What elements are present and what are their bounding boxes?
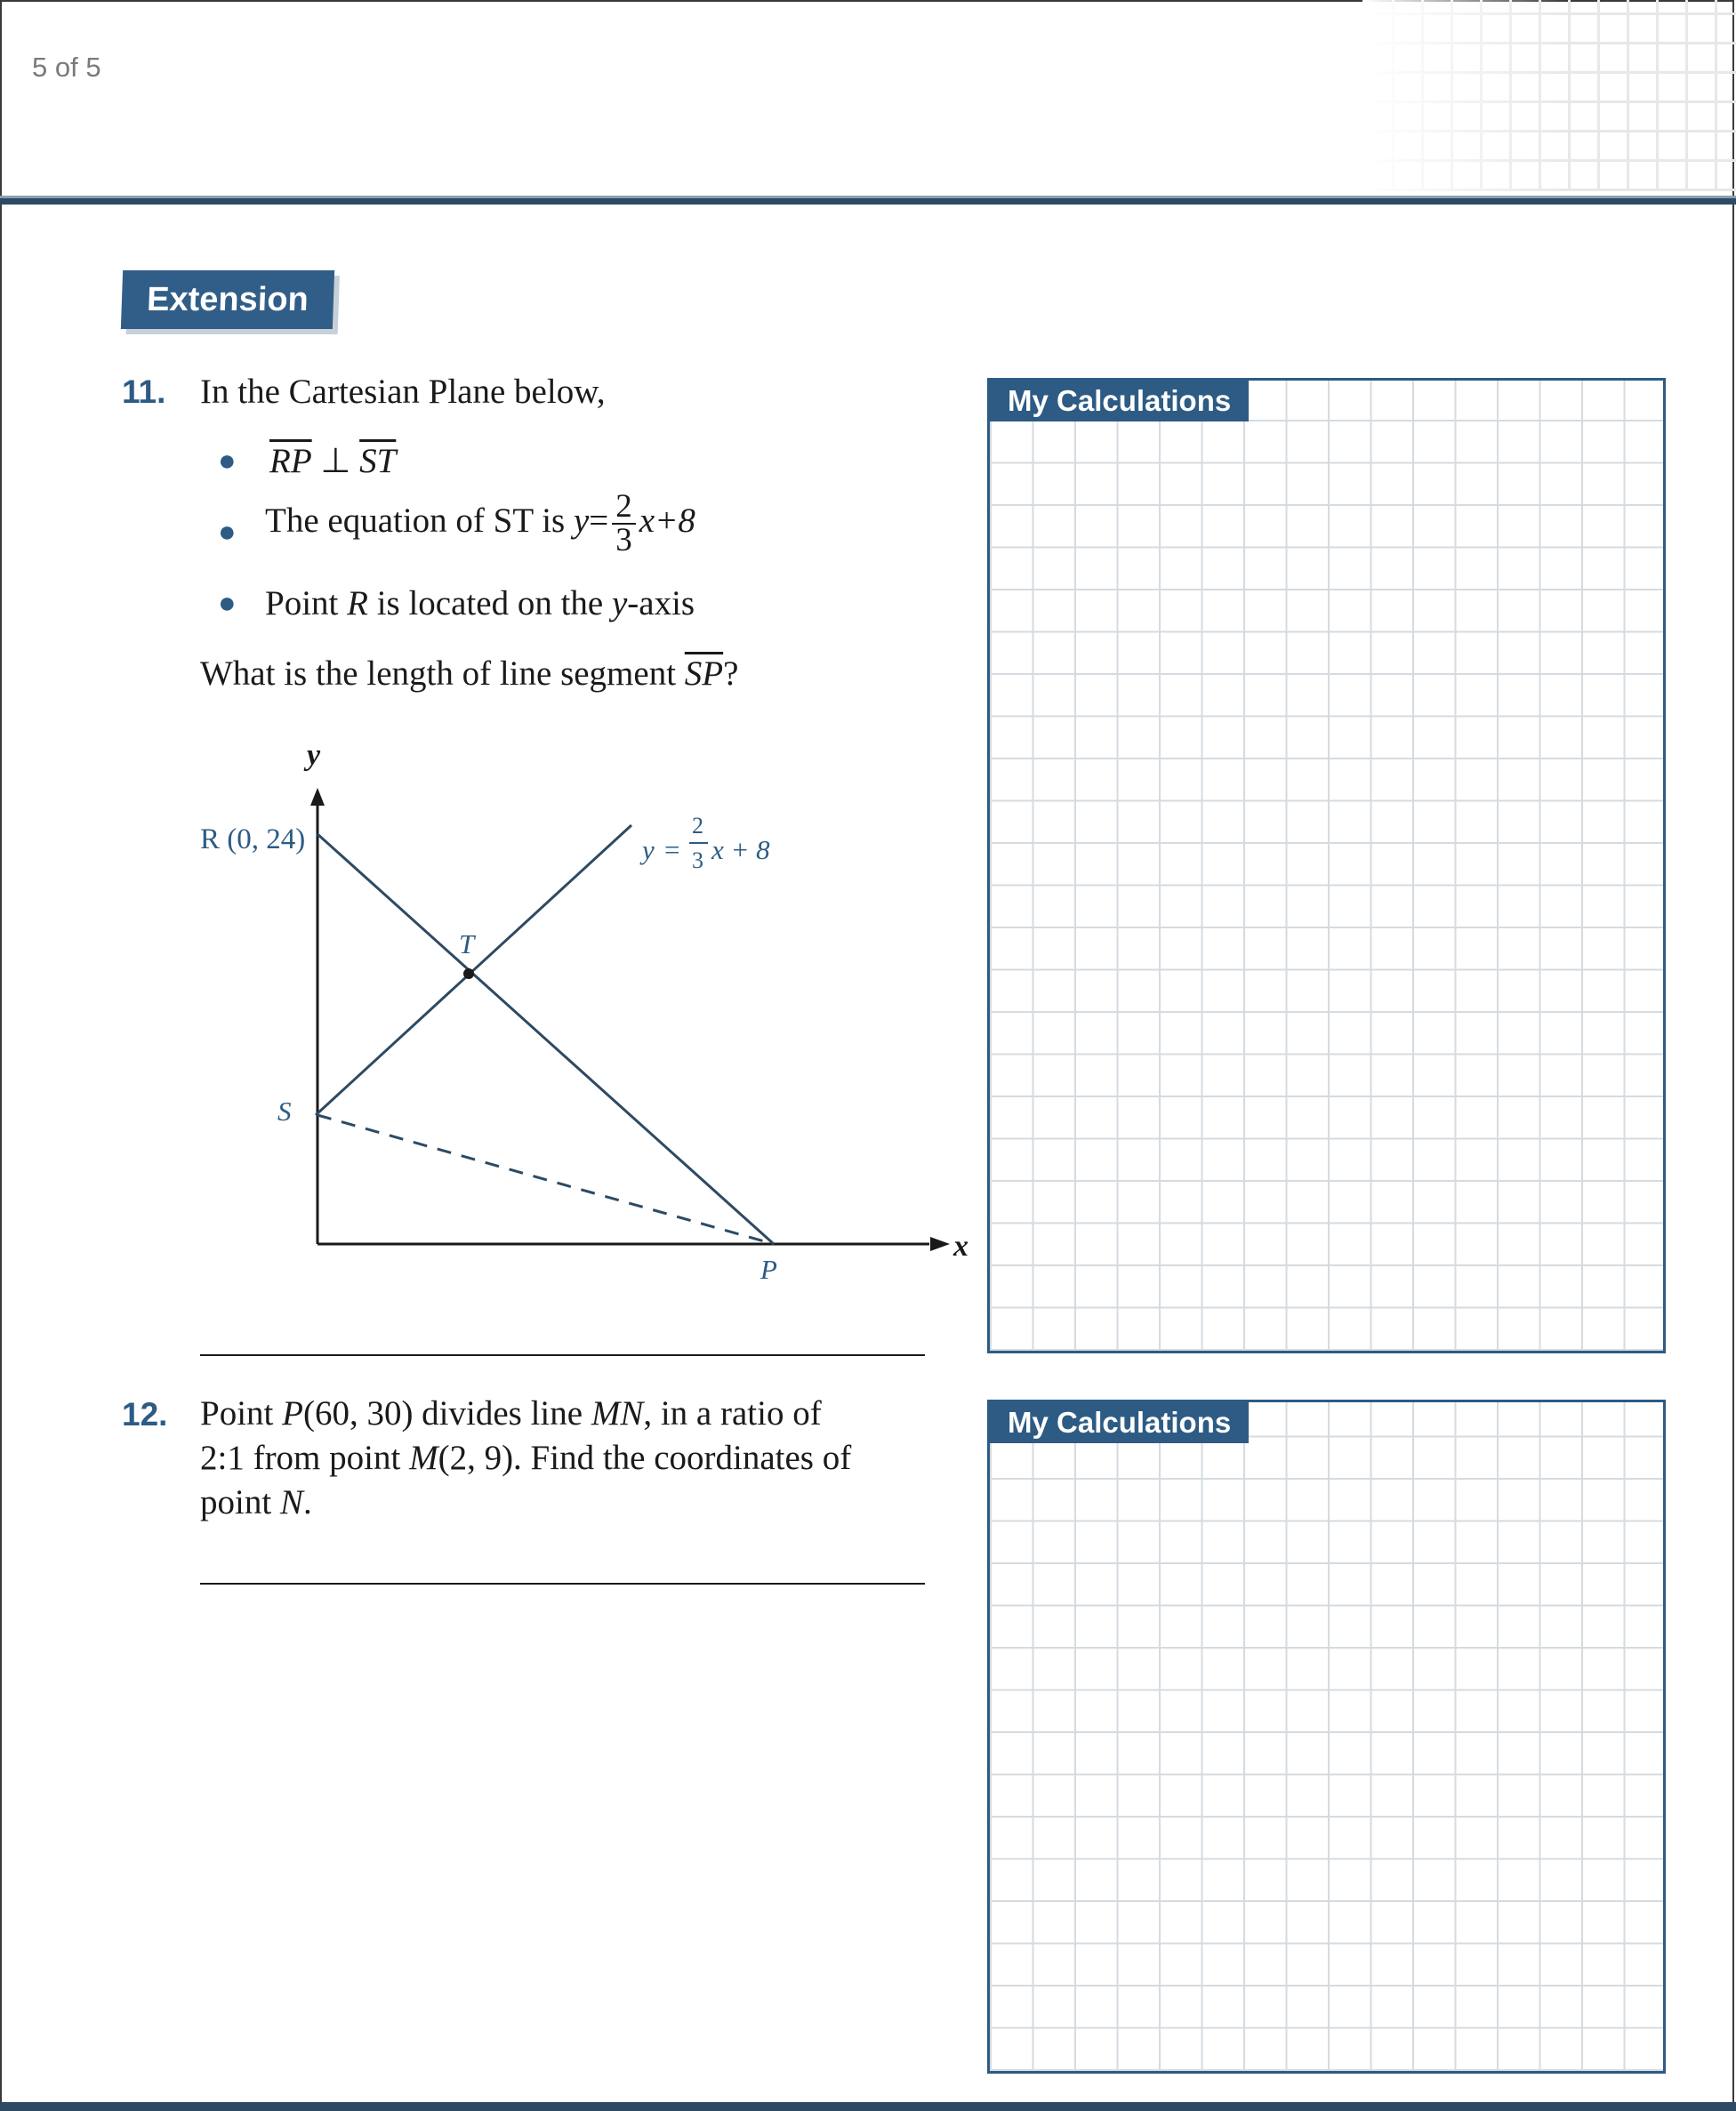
point-n: N (279, 1483, 303, 1521)
eq-y: y (642, 834, 655, 865)
question-12-text (200, 1392, 947, 1525)
line-rp (317, 834, 774, 1244)
eq-rest: x + 8 (711, 834, 770, 865)
text-fragment: Point (265, 584, 339, 622)
footer-rule (0, 2102, 1736, 2111)
bullet-icon: ● (218, 445, 237, 478)
equation-equals: = (589, 501, 609, 540)
point-r: R (347, 584, 368, 622)
bullet-icon: ● (218, 587, 237, 620)
question-11-prompt (200, 652, 738, 696)
y-variable: y (611, 584, 628, 622)
extension-badge: Extension (121, 270, 334, 329)
line-equation-label (639, 813, 770, 873)
eq-numerator: 2 (692, 813, 703, 839)
bullet-icon: ● (218, 516, 237, 549)
calculations-box-12[interactable] (987, 1400, 1666, 2074)
text-fragment: What is the length of line segment (200, 654, 677, 693)
y-axis-arrow-icon (310, 788, 325, 806)
equation-rest: x+8 (639, 501, 695, 540)
point-r-label: R (0, 24) (200, 823, 306, 855)
text-fragment: point (200, 1483, 272, 1521)
eq-denominator: 3 (692, 847, 703, 873)
equation-fraction (612, 488, 636, 558)
answer-line-11[interactable] (200, 1354, 925, 1356)
cartesian-graph (178, 729, 978, 1298)
bullet-point-r (265, 582, 695, 626)
point-p: P (282, 1394, 303, 1433)
text-fragment: . (302, 1483, 312, 1521)
answer-line-12[interactable] (200, 1583, 925, 1585)
question-12-line-1 (200, 1392, 947, 1436)
page-count: 5 of 5 (32, 52, 101, 83)
eq-equals: = (664, 834, 680, 865)
text-fragment: Point (200, 1394, 274, 1433)
text-fragment: ? (723, 654, 739, 693)
text-fragment: -axis (627, 584, 695, 622)
line-mn: MN (591, 1394, 644, 1433)
question-11-number: 11. (122, 373, 166, 410)
line-st (316, 825, 631, 1115)
text-fragment: (2, 9). Find the coordinates of (438, 1439, 852, 1477)
perpendicular-symbol: ⊥ (320, 442, 351, 480)
fraction-denominator: 3 (615, 522, 632, 558)
header-rule (0, 196, 1736, 205)
fraction-numerator: 2 (612, 491, 636, 525)
point-t-marker (463, 968, 474, 979)
point-m: M (409, 1439, 438, 1477)
header-decoration (1362, 0, 1736, 191)
question-12-line-2 (200, 1436, 947, 1481)
point-p-label: P (760, 1254, 777, 1285)
equation-y: y (573, 501, 590, 540)
text-fragment: is located on the (376, 584, 604, 622)
y-axis-label: y (307, 739, 321, 772)
calculations-box-11[interactable] (987, 378, 1666, 1353)
segment-sp: $\overline{SP}$ (684, 654, 724, 693)
segment-rp: $\overline{RP}$ (269, 442, 312, 480)
segment-st: $\overline{ST}$ (359, 442, 397, 480)
text-fragment: 2:1 from point (200, 1439, 401, 1477)
text-fragment: , in a ratio of (643, 1394, 822, 1433)
question-12-line-3 (200, 1481, 947, 1525)
calculations-title: My Calculations (990, 381, 1249, 421)
segment-sp-dashed (317, 1115, 774, 1244)
bullet-equation (265, 488, 695, 558)
question-11-intro: In the Cartesian Plane below, (200, 373, 606, 411)
question-12-number: 12. (122, 1396, 168, 1433)
text-fragment: (60, 30) divides line (302, 1394, 583, 1433)
calculations-title: My Calculations (990, 1402, 1249, 1443)
bullet-perpendicular (269, 439, 396, 484)
x-axis-arrow-icon (930, 1237, 950, 1251)
point-s-label: S (277, 1096, 292, 1127)
x-axis-label: x (953, 1230, 968, 1263)
equation-label: The equation of ST is (265, 501, 566, 540)
point-t-label: T (459, 928, 475, 959)
